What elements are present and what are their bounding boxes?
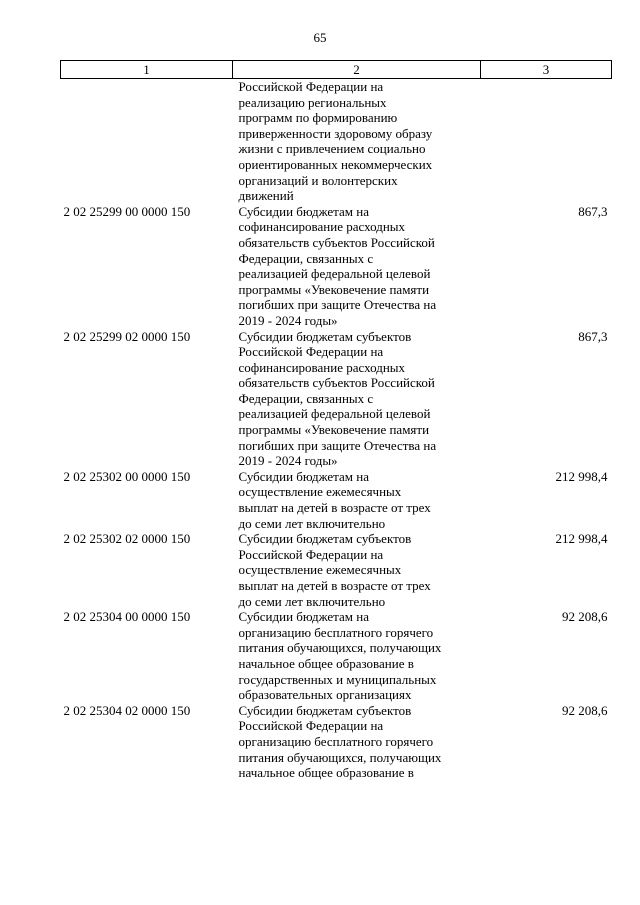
- column-header-code: 1: [61, 61, 233, 79]
- revenue-name: Субсидии бюджетам на софинансирование расходных обязательств субъектов Российской Федерации, связанных с реализацией федеральной целевой программы «Увековечение памяти погибших при защите Отечества на 2019 - 2024 годы»: [238, 203, 437, 328]
- page-number: 65: [313, 30, 327, 45]
- budget-code: 2 02 25299 02 0000 150: [63, 328, 191, 344]
- table-row: [61, 204, 612, 329]
- table-row: [61, 703, 612, 781]
- table-row: [61, 329, 612, 469]
- revenue-name: Субсидии бюджетам субъектов Российской Федерации на софинансирование расходных обязательств субъектов Российской Федерации, связанных с реализацией федеральной целевой программы «Увековечение памяти погибших при защите Отечества на 2019 - 2024 годы»: [238, 328, 437, 469]
- table-row: [61, 609, 612, 703]
- budget-code: 2 02 25304 00 0000 150: [63, 609, 191, 625]
- budget-revenue-table: [60, 60, 612, 781]
- amount: 212 998,4: [555, 468, 608, 484]
- revenue-name: Субсидии бюджетам на организацию бесплатного горячего питания обучающихся, получающих начальное общее образование в государственных и муниципальных образовательных организациях: [238, 609, 442, 703]
- amount: 212 998,4: [555, 531, 608, 547]
- table-row: [61, 531, 612, 609]
- budget-code: 2 02 25302 00 0000 150: [63, 468, 191, 484]
- amount: 92 208,6: [562, 609, 608, 625]
- amount: 867,3: [578, 328, 608, 344]
- table-row: [61, 469, 612, 531]
- revenue-name: Субсидии бюджетам на осуществление ежемесячных выплат на детей в возрасте от трех до семи лет включительно: [238, 468, 431, 531]
- budget-code: 2 02 25302 02 0000 150: [63, 531, 191, 547]
- revenue-name: Субсидии бюджетам субъектов Российской Федерации на организацию бесплатного горячего питания обучающихся, получающих начальное общее образование в: [238, 702, 442, 781]
- amount: [481, 79, 612, 204]
- budget-code: 2 02 25299 00 0000 150: [63, 203, 191, 219]
- column-number-header-row: [61, 61, 612, 79]
- table-row: [61, 79, 612, 204]
- amount: 92 208,6: [562, 702, 608, 718]
- revenue-name: Российской Федерации на реализацию региональных программ по формированию приверженности здоровому образу жизни с привлечением социально ориентированных некоммерческих организаций и волонтерских движений: [238, 79, 433, 204]
- revenue-name: Субсидии бюджетам субъектов Российской Федерации на осуществление ежемесячных выплат на детей в возрасте от трех до семи лет включительно: [238, 531, 431, 609]
- column-header-name: 2: [233, 61, 481, 79]
- column-header-amount: 3: [481, 61, 612, 79]
- amount: 867,3: [578, 203, 608, 219]
- budget-code: 2 02 25304 02 0000 150: [63, 702, 191, 718]
- budget-code: [61, 79, 233, 204]
